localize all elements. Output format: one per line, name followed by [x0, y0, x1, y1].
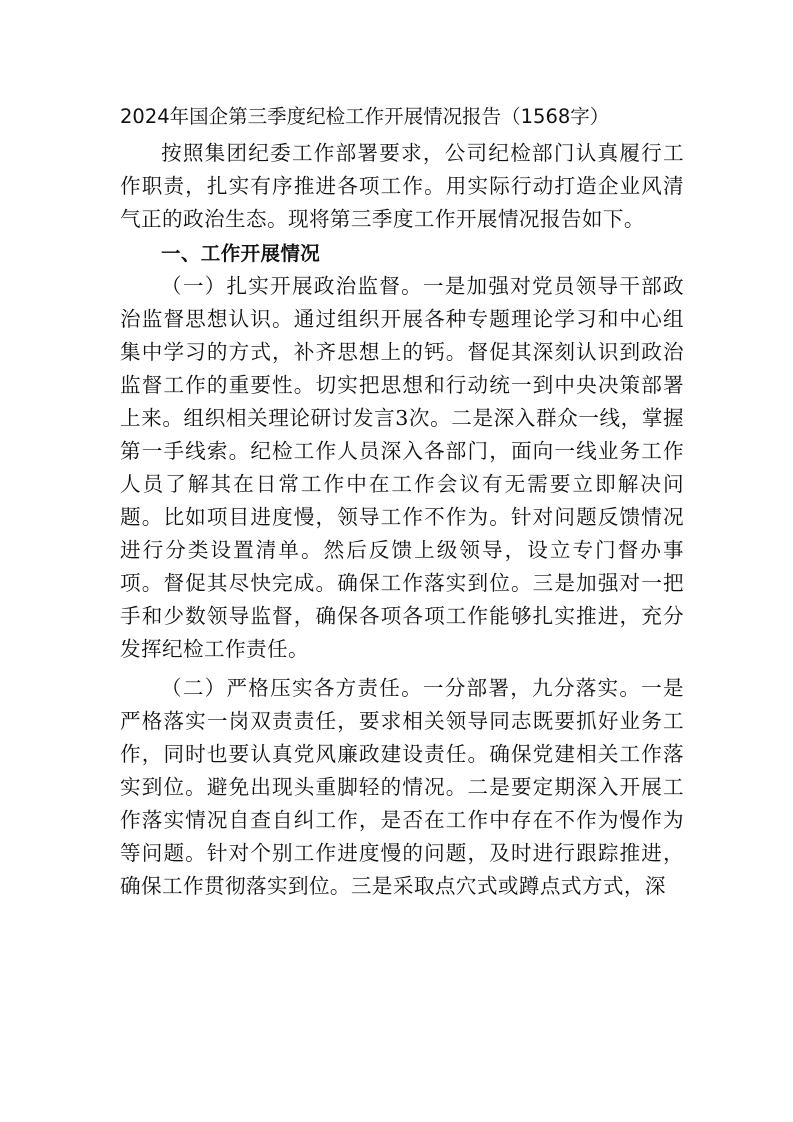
- section-paragraph-responsibilities: （二）严格压实各方责任。一分部署，九分落实。一是严格落实一岗双责责任，要求相关领导同志既要抓好业务工作，同时也要认真党风廉政建设责任。确保党建相关工作落实到位。避免出现头重脚轻的情况。二是要定期深入开展工作落实情况自查自纠工作，是否在工作中存在不作为慢作为等问题。针对个别工作进度慢的问题，及时进行跟踪推进，确保工作贯彻落实到位。三是采取点穴式或蹲点式方式，深: [120, 676, 684, 898]
- section-paragraph-political-supervision: （一）扎实开展政治监督。一是加强对党员领导干部政治监督思想认识。通过组织开展各种专题理论学习和中心组集中学习的方式，补齐思想上的钙。督促其深刻认识到政治监督工作的重要性。切实把思想和行动统一到中央决策部署上来。组织相关理论研讨发言3次。二是深入群众一线，掌握第一手线索。纪检工作人员深入各部门，面向一线业务工作人员了解其在日常工作中在工作会议有无需要立即解决问题。比如项目进度慢，领导工作不作为。针对问题反馈情况进行分类设置清单。然后反馈上级领导，设立专门督办事项。督促其尽快完成。确保工作落实到位。三是加强对一把手和少数领导监督，确保各项各项工作能够扎实推进，充分发挥纪检工作责任。: [120, 274, 684, 661]
- document-body: [120, 103, 684, 903]
- intro-paragraph: 按照集团纪委工作部署要求，公司纪检部门认真履行工作职责，扎实有序推进各项工作。用实际行动打造企业风清气正的政治生态。现将第三季度工作开展情况报告如下。: [120, 141, 684, 231]
- section-heading: 一、工作开展情况: [161, 242, 321, 265]
- document-title: 2024年国企第三季度纪检工作开展情况报告（1568字）: [120, 105, 610, 128]
